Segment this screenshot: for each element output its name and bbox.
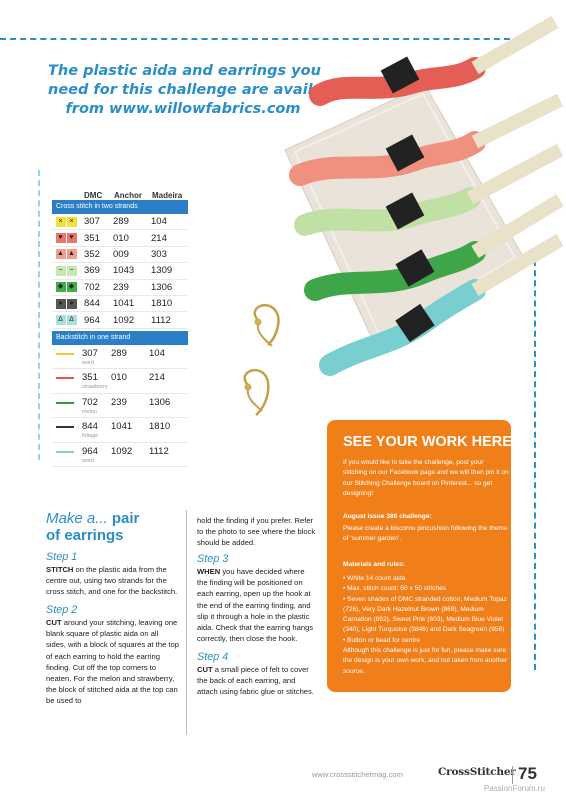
backstitch-row (52, 345, 188, 370)
step-label: Step 2 (46, 604, 78, 617)
backstitch-line-swatch (56, 451, 74, 453)
skein-red (320, 22, 555, 95)
step-label: Step 4 (197, 650, 229, 663)
madeira-value: 214 (151, 232, 167, 244)
symbol-cell: ● (56, 299, 66, 309)
cross-stitch-row (52, 280, 188, 296)
anchor-value: 009 (113, 248, 129, 260)
rule-item: • Max. stitch count: 50 x 50 stitches (343, 585, 447, 593)
symbol-cell: ● (67, 299, 77, 309)
step-text: WHEN you have decided where the finding will be positioned on each earring, open up the hook at the end of the earring finding, and slip it through a hole in the plastic aida. Check that the earring hangs correctly, then close the hook. (197, 567, 314, 643)
symbol-cell: × (56, 217, 66, 227)
madeira-value: 1112 (149, 445, 169, 457)
title-part: of earrings (46, 527, 124, 544)
dmc-value: 702 (82, 396, 98, 408)
cross-stitch-row (52, 214, 188, 230)
backstitch-values (82, 348, 179, 359)
stitch-symbol-swatch (55, 249, 77, 259)
madeira-value: 1309 (151, 265, 173, 277)
cross-stitch-heading: Cross stitch in two strands (52, 200, 188, 214)
watermark: PassionForum.ru (484, 784, 545, 793)
footer-url: www.crossstitchermag.com (312, 770, 403, 779)
rules-list (343, 574, 509, 646)
dmc-value: 844 (82, 421, 98, 433)
stitch-symbol-swatch (55, 315, 77, 325)
backstitch-use-label: foliage (82, 433, 99, 440)
challenge-box (327, 420, 517, 692)
instructions-column-1 (46, 550, 179, 706)
cross-stitch-row (52, 230, 188, 246)
backstitch-line-swatch (56, 426, 74, 428)
earring-findings-photo (228, 290, 338, 450)
stitch-symbol-swatch (55, 233, 77, 243)
symbol-cell: ◆ (56, 282, 66, 292)
backstitch-use-label: word (82, 359, 94, 366)
dmc-value: 964 (84, 314, 100, 326)
headline-line: need for this challenge are available (48, 82, 348, 98)
backstitch-use-label: word (82, 457, 94, 464)
backstitch-line-swatch (56, 353, 74, 355)
step-text: CUT around your stitching, leaving one blank square of plastic aida on all sides, with a block of squares at the top of each earring to hold the earring finding. Cut off the top corners to neaten. For the melon and strawberry, the block of stitched aida at the top can be used to (46, 618, 179, 705)
title-part: Make a... (46, 510, 108, 527)
backstitch-row (52, 418, 188, 443)
step-label: Step 1 (46, 551, 78, 563)
madeira-value: 1306 (151, 281, 173, 293)
rule-item: • Seven shades of DMC stranded cotton; Medium Topaz (726), Very Dark Hazelnut Brown (869), Medium Carnation (892), Sweet Pink (603), Medium Blue Violet (340), Light Turquoise (3846) and Dark Seagreen (958) (343, 595, 507, 634)
title-part: pair (107, 510, 140, 527)
dmc-value: 351 (84, 232, 100, 244)
col-header-madeira: Madeira (152, 191, 183, 200)
madeira-value: 1810 (151, 298, 173, 310)
symbol-cell: ▲ (68, 250, 75, 258)
anchor-value: 1092 (113, 314, 135, 326)
stitch-symbol-swatch (55, 299, 77, 309)
madeira-value: 1810 (149, 421, 171, 433)
issue-text: Please create a biscornu pincushion following the theme of ‘summer garden’. (343, 525, 508, 543)
rules-label: Materials and rules: (343, 561, 405, 568)
dmc-value: 307 (84, 216, 100, 228)
step-text: CUT a small piece of felt to cover the back of each earring, and attach using fabric glue or stitches. (197, 664, 314, 697)
step-text: STITCH on the plastic aida from the centre out, using two strands for the cross stitch, and one for the backstitch. (46, 565, 178, 597)
anchor-value: 010 (111, 372, 127, 384)
symbol-cell: ∆ (56, 315, 66, 325)
anchor-value: 010 (113, 232, 129, 244)
symbol-cell: ▲ (57, 250, 64, 258)
madeira-value: 104 (151, 216, 167, 228)
key-header-row (52, 182, 188, 200)
backstitch-line-swatch (56, 402, 74, 404)
issue-label: August issue 386 challenge: (343, 513, 432, 520)
cross-stitch-row (52, 263, 188, 279)
dmc-value: 702 (84, 281, 100, 293)
backstitch-use-label: melon (82, 408, 97, 415)
backstitch-values (82, 446, 179, 457)
backstitch-values (82, 397, 179, 408)
dmc-value: 307 (82, 347, 98, 359)
anchor-value: 239 (113, 281, 129, 293)
dashed-border-left (38, 170, 40, 460)
cross-stitch-rows (52, 214, 188, 329)
footer-separator (512, 766, 513, 784)
step-label: Step 3 (197, 553, 229, 566)
madeira-value: 1112 (151, 314, 171, 326)
dmc-value: 351 (82, 372, 98, 384)
symbol-cell: ∆ (67, 315, 77, 325)
rule-item: • White 14 count aida (343, 575, 406, 582)
challenge-intro: If you would like to take the challenge, post your stitching on our Facebook page and we will then pin it on our Stitching Challenge board on Pinterest... so get designing! (343, 459, 509, 497)
backstitch-use-label: strawberry (82, 384, 108, 391)
symbol-cell: ♥ (56, 233, 66, 243)
symbol-cell: × (67, 217, 77, 227)
stitch-symbol-swatch (55, 282, 77, 292)
symbol-cell: ~ (56, 266, 66, 276)
step-text: hold the finding if you prefer. Refer to the photo to see where the block should be added. (197, 516, 316, 548)
cross-stitch-row (52, 296, 188, 312)
madeira-value: 303 (151, 248, 167, 260)
challenge-title: SEE YOUR WORK HERE! (343, 434, 517, 450)
headline-line: from www.willowfabrics.com (65, 101, 301, 117)
dmc-value: 369 (84, 265, 100, 277)
thread-key-table (52, 182, 188, 467)
dmc-value: 352 (84, 248, 100, 260)
madeira-value: 104 (149, 347, 165, 359)
anchor-value: 1041 (113, 298, 135, 310)
symbol-cell: ◆ (67, 282, 77, 292)
symbol-cell: ♥ (67, 233, 77, 243)
anchor-value: 239 (111, 396, 127, 408)
col-header-anchor: Anchor (114, 191, 142, 200)
anchor-value: 1043 (113, 265, 135, 277)
stitch-symbol-swatch (55, 217, 77, 227)
earring-hook (255, 305, 279, 346)
footer-brand: CrossStitcher (438, 766, 516, 778)
anchor-value: 1092 (111, 445, 133, 457)
backstitch-values (82, 372, 179, 383)
instructions-title (46, 510, 139, 544)
challenge-closing: Although this challenge is just for fun, please make sure the design is your own work, and not taken from another source. (343, 647, 508, 675)
rule-item: • Button or bead for centre (343, 636, 421, 644)
backstitch-row (52, 394, 188, 419)
backstitch-row (52, 369, 188, 394)
backstitch-values (82, 421, 179, 432)
madeira-value: 214 (149, 372, 165, 384)
cross-stitch-row (52, 312, 188, 328)
headline-line: The plastic aida and earrings you (48, 63, 321, 79)
instructions-column-2 (197, 515, 317, 697)
backstitch-row (52, 443, 188, 468)
symbol-cell: ~ (67, 266, 77, 276)
column-divider (186, 510, 187, 735)
earring-hook (245, 370, 269, 415)
backstitch-rows (52, 345, 188, 468)
anchor-value: 289 (111, 347, 127, 359)
col-header-dmc: DMC (84, 191, 103, 200)
anchor-value: 1041 (111, 421, 133, 433)
cross-stitch-row (52, 247, 188, 263)
madeira-value: 1306 (149, 396, 171, 408)
anchor-value: 289 (113, 216, 129, 228)
dmc-value: 964 (82, 445, 98, 457)
dmc-value: 844 (84, 298, 100, 310)
page-number: 75 (518, 764, 537, 783)
stitch-symbol-swatch (55, 266, 77, 276)
backstitch-heading: Backstitch in one strand (52, 331, 188, 345)
backstitch-line-swatch (56, 377, 74, 379)
